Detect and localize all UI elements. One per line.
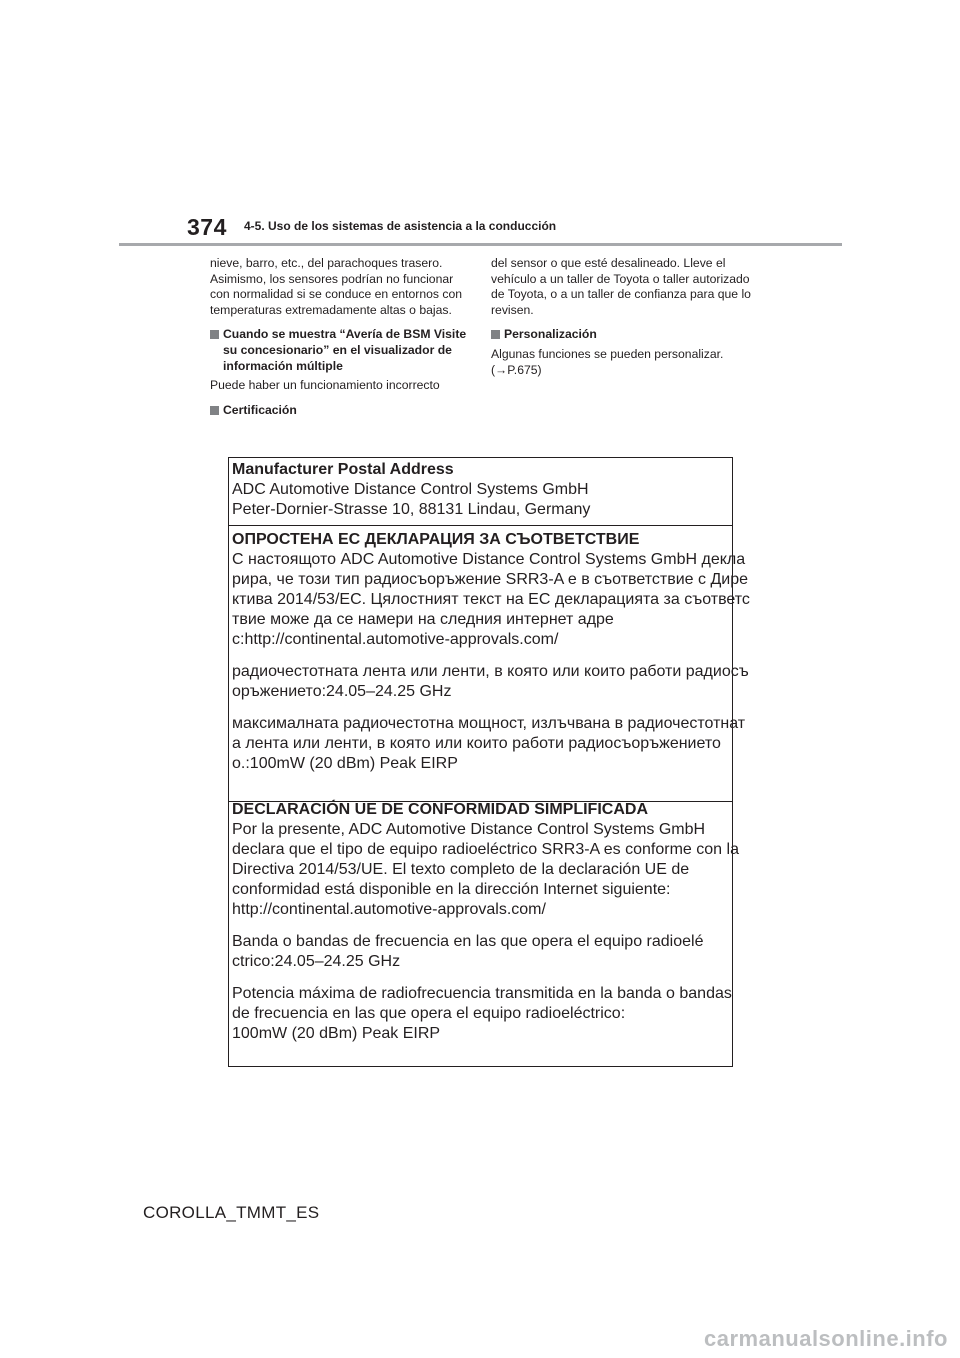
spanish-line: Banda o bandas de frecuencia en las que opera el equipo radioelé bbox=[232, 933, 704, 950]
manufacturer-title: Manufacturer Postal Address bbox=[232, 461, 454, 478]
spanish-section bbox=[229, 800, 739, 1044]
heading-bsm bbox=[210, 327, 474, 374]
right-column bbox=[491, 256, 755, 387]
heading-certification bbox=[210, 403, 474, 419]
spanish-line: de frecuencia en las que opera el equipo radioeléctrico: bbox=[232, 1005, 626, 1022]
bulgarian-title: ОПРОСТЕНА ЕС ДЕКЛАРАЦИЯ ЗА СЪОТВЕТСТВИЕ bbox=[232, 531, 640, 548]
heading-customization-text: Personalización bbox=[504, 327, 597, 342]
page-number: 374 bbox=[187, 214, 227, 240]
bulgarian-line: твие може да се намери на следния интернет адре bbox=[232, 611, 614, 628]
section-divider bbox=[229, 525, 732, 526]
left-paragraph-2: Puede haber un funcionamiento incorrecto bbox=[210, 378, 440, 393]
heading-certification-text: Certificación bbox=[223, 402, 297, 417]
spanish-line: Potencia máxima de radiofrecuencia transmitida en la banda o bandas bbox=[232, 985, 732, 1002]
square-bullet-icon bbox=[210, 406, 219, 415]
heading-customization bbox=[491, 327, 755, 343]
heading-bsm-text: Cuando se muestra “Avería de BSM Visite su concesionario” en el visualizador de información múltiple bbox=[223, 327, 467, 373]
bulgarian-line: ктива 2014/53/ЕС. Цялостният текст на ЕС декларацията за съответс bbox=[232, 591, 750, 608]
bulgarian-line: рира, че този тип радиосъоръжение SRR3-A е в съответствие с Дире bbox=[232, 571, 749, 588]
watermark: carmanualsonline.info bbox=[704, 1326, 948, 1351]
footer-model-code: COROLLA_TMMT_ES bbox=[143, 1203, 320, 1222]
bulgarian-line: с:http://continental.automotive-approvals.com/ bbox=[232, 631, 559, 648]
left-column bbox=[210, 256, 474, 422]
spanish-line: declara que el tipo de equipo radioeléctrico SRR3-A es conforme con la bbox=[232, 841, 739, 858]
spanish-line: Directiva 2014/53/UE. El texto completo de la declaración UE de bbox=[232, 861, 690, 878]
bulgarian-line: о.:100mW (20 dBm) Peak EIRP bbox=[232, 755, 458, 772]
square-bullet-icon bbox=[210, 330, 219, 339]
spanish-line: ctrico:24.05–24.25 GHz bbox=[232, 953, 401, 970]
spanish-line: conformidad está disponible en la dirección Internet siguiente: bbox=[232, 881, 671, 898]
header-rule bbox=[119, 243, 842, 246]
spanish-title: DECLARACIÓN UE DE CONFORMIDAD SIMPLIFICADA bbox=[232, 801, 648, 818]
manufacturer-line: ADC Automotive Distance Control Systems GmbH bbox=[232, 481, 589, 498]
bulgarian-section bbox=[229, 530, 750, 774]
manufacturer-section bbox=[229, 460, 732, 520]
bulgarian-line: С настоящото ADC Automotive Distance Control Systems GmbH декла bbox=[232, 551, 746, 568]
bulgarian-line: а лента или ленти, в която или които работи радиосъоръжението bbox=[232, 735, 721, 752]
right-paragraph-1: del sensor o que esté desalineado. Lleve el vehículo a un taller de Toyota o taller autorizado de Toyota, o a un taller de confianza para que lo revisen. bbox=[491, 256, 751, 317]
manufacturer-line: Peter-Dornier-Strasse 10, 88131 Lindau, Germany bbox=[232, 501, 591, 518]
spanish-line: 100mW (20 dBm) Peak EIRP bbox=[232, 1025, 441, 1042]
spanish-line: Por la presente, ADC Automotive Distance Control Systems GmbH bbox=[232, 821, 706, 838]
bulgarian-line: максималната радиочестотна мощност, излъчвана в радиочестотнат bbox=[232, 715, 746, 732]
spanish-line: http://continental.automotive-approvals.com/ bbox=[232, 901, 546, 918]
right-paragraph-2: Algunas funciones se pueden personalizar. (→P.675) bbox=[491, 346, 724, 377]
left-paragraph-1: nieve, barro, etc., del parachoques trasero. Asimismo, los sensores podrían no funcionar con normalidad si se conduce en entornos con temperaturas extremadamente altas o bajas. bbox=[210, 256, 463, 317]
declaration-box bbox=[228, 457, 750, 1067]
bulgarian-line: радиочестотната лента или ленти, в която или които работи радиосъ bbox=[232, 663, 749, 680]
square-bullet-icon bbox=[491, 330, 500, 339]
section-header: 4-5. Uso de los sistemas de asistencia a la conducción bbox=[244, 219, 557, 233]
bulgarian-line: оръжението:24.05–24.25 GHz bbox=[232, 683, 452, 700]
